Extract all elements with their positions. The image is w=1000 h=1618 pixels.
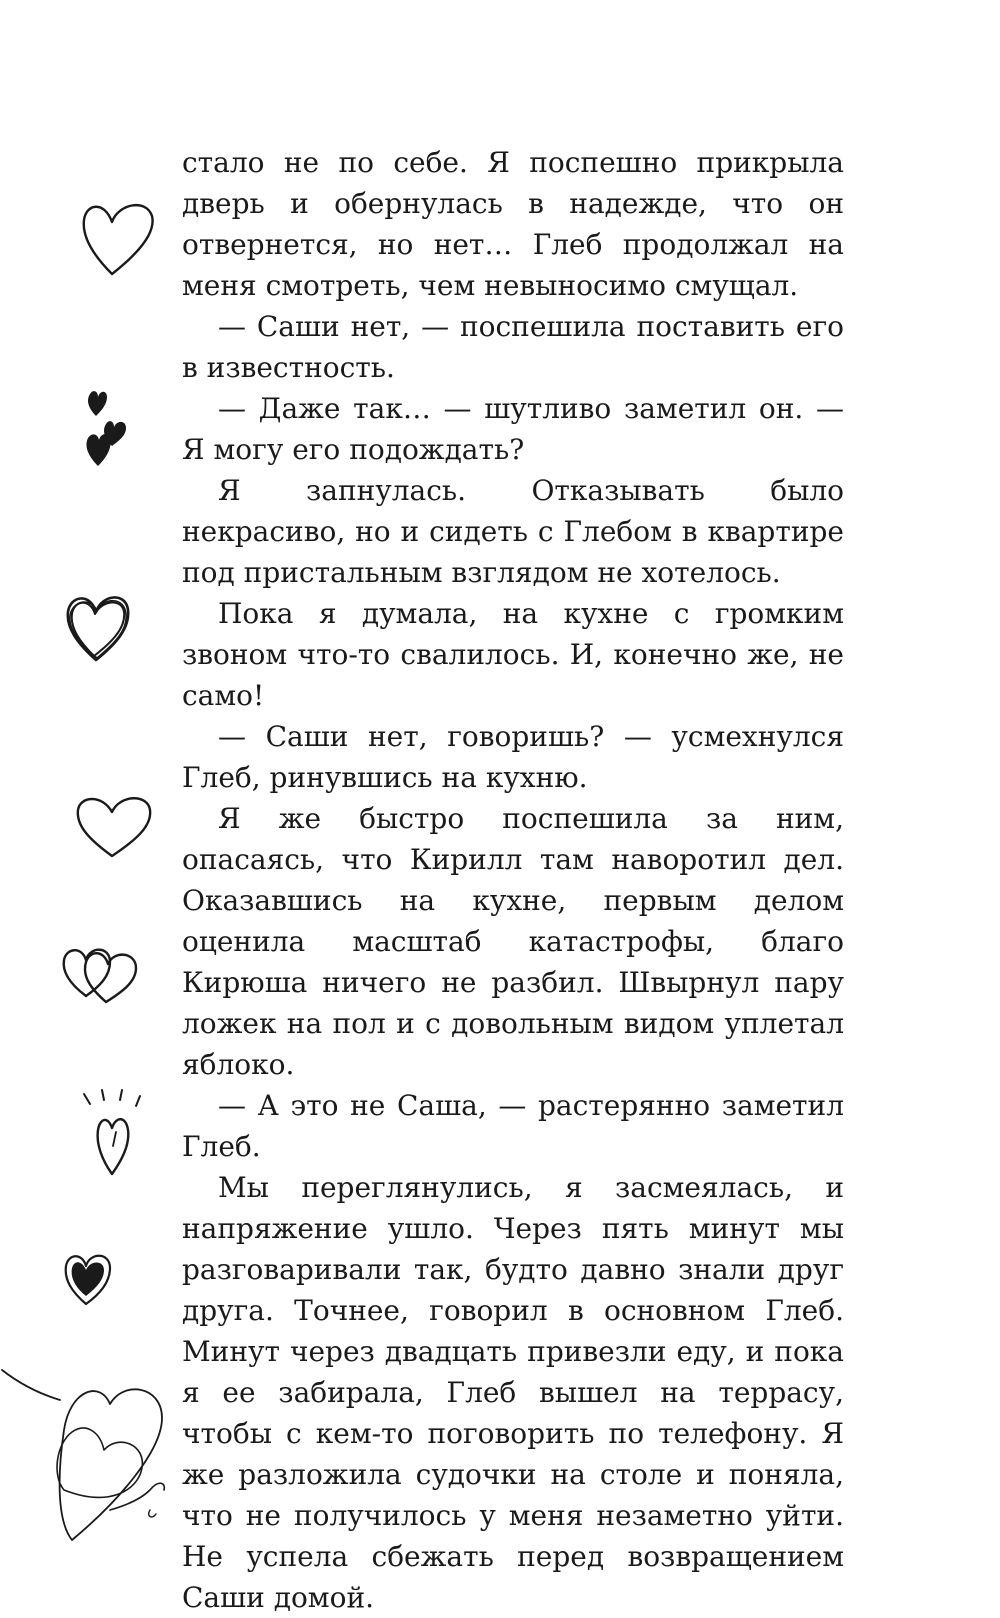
paragraph: — Саши нет, — поспешила поставить его в известность.	[182, 310, 844, 384]
paragraph: Я же быстро поспешила за ним, опасаясь, что Кирилл там наворотил дел. Оказавшись на кухне, первым делом оценила масштаб катастрофы, благо Кирюша ничего не разбил. Швырнул пару ложек на пол и с довольным видом уплетал яблоко.	[182, 802, 844, 1081]
double-heart-icon	[58, 940, 142, 1006]
paragraph: — Саши нет, говоришь? — усмехнулся Глеб, ринувшись на кухню.	[182, 720, 844, 794]
paragraph: — Даже так… — шутливо заметил он. — Я могу его подождать?	[182, 392, 844, 466]
page-text	[182, 142, 844, 1618]
paragraph: стало не по себе. Я поспешно прикрыла дверь и обернулась в надежде, что он отвернется, но нет… Глеб продолжал на меня смотреть, чем невыносимо смущал.	[182, 146, 844, 302]
paragraph: Я запнулась. Отказывать было некрасиво, но и сидеть с Глебом в квартире под пристальным взглядом не хотелось.	[182, 474, 844, 589]
paragraph: Мы переглянулись, я засмеялась, и напряжение ушло. Через пять минут мы разговаривали так, будто давно знали друг друга. Точнее, говорил в основном Глеб. Минут через двадцать привезли еду, и пока я ее забирала, Глеб вышел на террасу, чтобы с кем-то поговорить по телефону. Я же разложила судочки на столе и поняла, что не получилось у меня незаметно уйти. Не успела сбежать перед возвращением Саши домой.	[182, 1171, 844, 1614]
paragraph: Пока я думала, на кухне с громким звоном что-то свалилось. И, конечно же, не само!	[182, 597, 844, 712]
interlinked-hearts-icon	[0, 1360, 180, 1550]
scribbled-heart-icon	[62, 588, 134, 664]
sparkle-heart-icon	[76, 1086, 150, 1178]
outline-heart-icon	[78, 196, 158, 278]
filled-heart-icon	[60, 1246, 116, 1308]
outline-heart-icon	[72, 790, 154, 860]
small-filled-hearts-icon	[80, 380, 136, 468]
paragraph: — А это не Саша, — растерянно заметил Глеб.	[182, 1089, 844, 1163]
